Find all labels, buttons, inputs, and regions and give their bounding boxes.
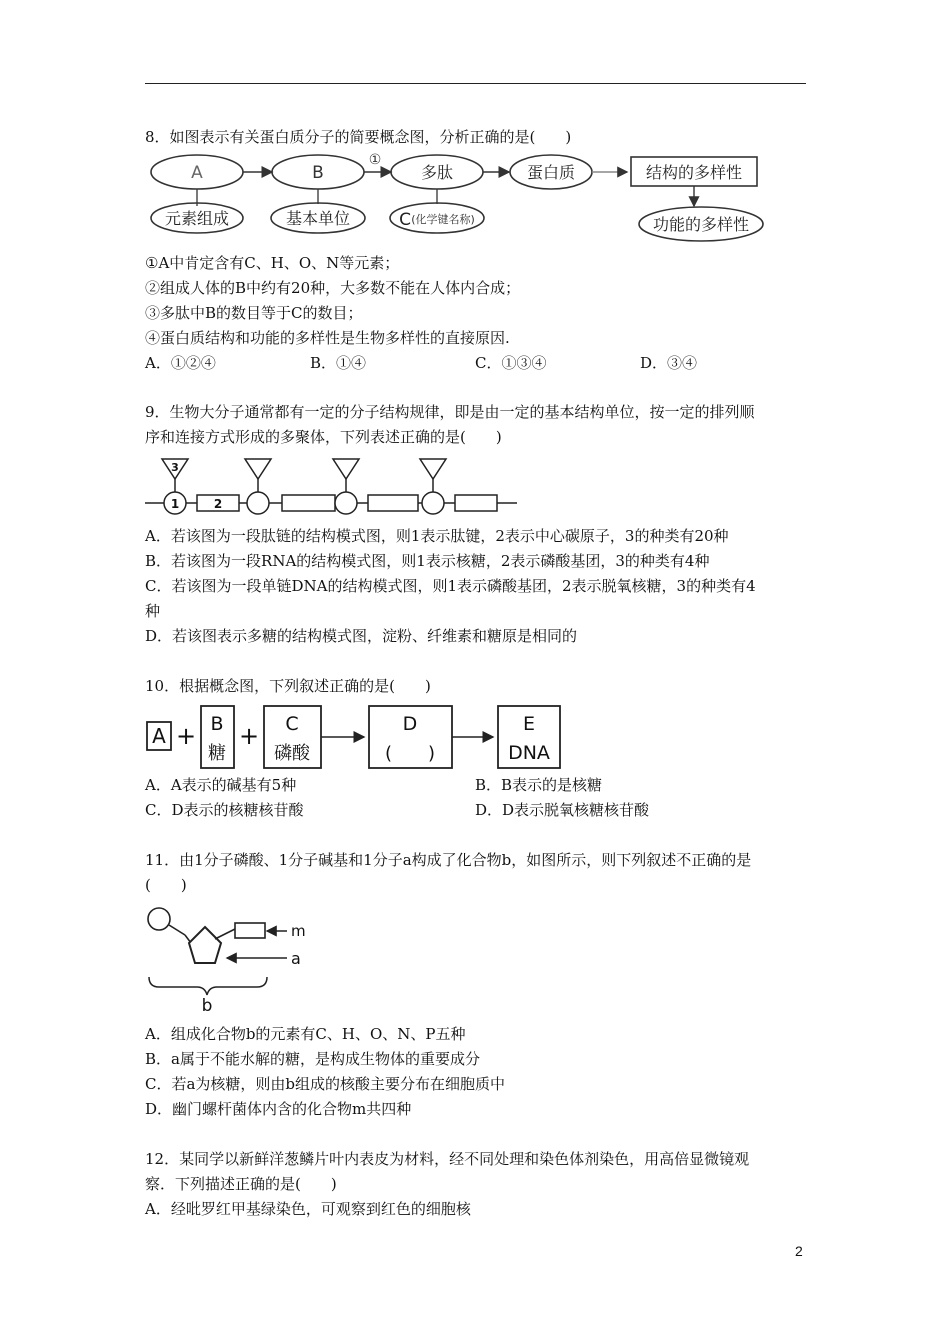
q8-option-a: A．①②④: [145, 354, 216, 372]
q8-node-function-label: 功能的多样性: [652, 215, 750, 234]
q12-stem-line2: 察．下列描述正确的是( ): [145, 1175, 337, 1193]
q8-arrow-label: ①: [368, 152, 382, 168]
q11-stem-line2: ( ): [145, 876, 187, 894]
q8-node-elements-label: 元素组成: [164, 209, 230, 228]
q8-statement-1: ①A中肯定含有C、H、O、N等元素；: [145, 254, 400, 272]
q10-box-b-sub: 糖: [208, 743, 226, 764]
q8-node-peptide-label: 多肽: [420, 163, 454, 182]
page-number: 2: [795, 1243, 803, 1259]
q10-option-b: B．B表示的是核糖: [475, 776, 603, 794]
q12-option-a: A．经吡罗红甲基绿染色，可观察到红色的细胞核: [145, 1200, 471, 1218]
q11-label-m: m: [291, 922, 306, 940]
q11-option-c: C．若a为核糖，则由b组成的核酸主要分布在细胞质中: [145, 1075, 506, 1093]
q8-statement-4: ④蛋白质结构和功能的多样性是生物多样性的直接原因.: [145, 329, 510, 347]
q9-stem-line2: 序和连接方式形成的多聚体，下列表述正确的是( ): [145, 428, 502, 446]
q10-plus-1: +: [175, 722, 197, 750]
q8-node-c-label: C: [399, 210, 411, 230]
q9-polymer-diagram: [145, 455, 520, 523]
q9-option-b: B．若该图为一段RNA的结构模式图，则1表示核糖，2表示磷酸基团，3的种类有4种: [145, 552, 710, 570]
q9-stem-line1: 9．生物大分子通常都有一定的分子结构规律，即是由一定的基本结构单位，按一定的排列顺: [145, 403, 755, 421]
q10-concept-diagram: [145, 702, 570, 772]
q9-label-3: 3: [171, 461, 179, 474]
q11-stem-line1: 11．由1分子磷酸、1分子碱基和1分子a构成了化合物b，如图所示，则下列叙述不正确的是: [145, 851, 752, 869]
q11-phosphate: [148, 908, 170, 930]
q10-stem: 10．根据概念图，下列叙述正确的是( ): [145, 677, 431, 695]
q8-node-c-note: (化学键名称): [411, 213, 475, 226]
q10-option-c: C．D表示的核糖核苷酸: [145, 801, 304, 819]
q11-label-b: b: [201, 996, 213, 1015]
q9-label-2: 2: [213, 497, 223, 511]
q9-option-c: C．若该图为一段单链DNA的结构模式图，则1表示磷酸基团，2表示脱氧核糖，3的种类有4: [145, 577, 756, 595]
q8-option-c: C．①③④: [475, 354, 547, 372]
q10-box-d-sub: ( ): [384, 743, 436, 764]
q8-statement-3: ③多肽中B的数目等于C的数目；: [145, 304, 363, 322]
q11-sugar-pentagon: [189, 927, 221, 963]
q11-brace: [149, 977, 267, 995]
q12-stem-line1: 12．某同学以新鲜洋葱鳞片叶内表皮为材料，经不同处理和染色体剂染色，用高倍显微镜观: [145, 1150, 750, 1168]
q10-option-d: D．D表示脱氧核糖核苷酸: [475, 801, 650, 819]
q8-stem: 8．如图表示有关蛋白质分子的简要概念图，分析正确的是( ): [145, 128, 572, 146]
q11-base-box: [235, 923, 265, 938]
q8-concept-diagram: [145, 150, 775, 248]
q9-option-d: D．若该图表示多糖的结构模式图，淀粉、纤维素和糖原是相同的: [145, 627, 578, 645]
q10-box-e-label: E: [522, 713, 536, 735]
q8-node-protein-label: 蛋白质: [526, 163, 576, 182]
q11-option-a: A．组成化合物b的元素有C、H、O、N、P五种: [145, 1025, 466, 1043]
q10-box-c-label: C: [285, 713, 299, 735]
q10-box-e-sub: DNA: [508, 742, 550, 764]
q8-option-d: D．③④: [640, 354, 698, 372]
q9-option-a: A．若该图为一段肽链的结构模式图，则1表示肽键，2表示中心碳原子，3的种类有20种: [145, 527, 729, 545]
q8-node-structure-label: 结构的多样性: [645, 163, 743, 182]
q8-node-a-label: A: [191, 163, 203, 183]
q10-box-b-label: B: [210, 713, 224, 735]
q10-box-d-label: D: [402, 713, 418, 735]
q9-option-c-cont: 种: [145, 602, 161, 620]
q8-statement-2: ②组成人体的B中约有20种，大多数不能在人体内合成；: [145, 279, 521, 297]
q10-box-c-sub: 磷酸: [274, 743, 310, 764]
q10-box-a-label: A: [152, 724, 166, 748]
q8-option-b: B．①④: [310, 354, 367, 372]
q11-option-d: D．幽门螺杆菌体内含的化合物m共四种: [145, 1100, 412, 1118]
q10-plus-2: +: [238, 722, 260, 750]
q8-node-unit-label: 基本单位: [285, 209, 351, 228]
q10-option-a: A．A表示的碱基有5种: [145, 776, 297, 794]
q11-label-a: a: [291, 949, 301, 968]
q9-label-1: 1: [170, 497, 180, 511]
q8-node-b-label: B: [312, 163, 324, 183]
q11-option-b: B．a属于不能水解的糖，是构成生物体的重要成分: [145, 1050, 480, 1068]
header-rule: [145, 83, 806, 84]
q11-nucleotide-diagram: [145, 905, 315, 1015]
